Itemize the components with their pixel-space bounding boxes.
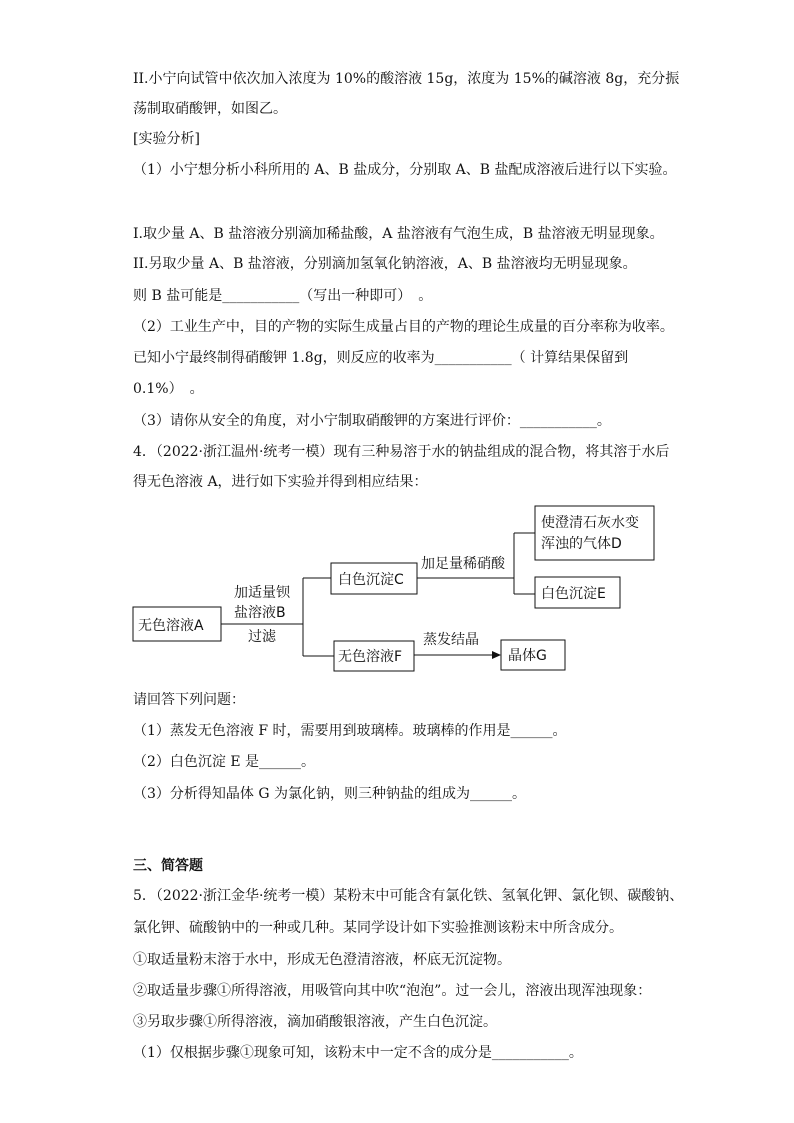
box-f-label: 无色溶液F (338, 649, 403, 665)
text-line: I.取少量 A、B 盐溶液分别滴加稀盐酸，A 盐溶液有气泡生成，B 盐溶液无明显现象。 (133, 226, 664, 242)
step-1: ①取适量粉末溶于水中，形成无色澄清溶液，杯底无沉淀物。 (133, 952, 511, 968)
arrow-head-icon (492, 651, 501, 659)
text-line: （1）仅根据步骤①现象可知，该粉末中一定不含的成分是___________。 (133, 1045, 583, 1061)
box-d-label: 使澄清石灰水变 (541, 515, 639, 531)
text-line: [实验分析] (133, 131, 200, 147)
reagent-b-label: 盐溶液B (234, 605, 286, 621)
text-line: （3）请你从安全的角度，对小宁制取硝酸钾的方案进行评价：___________。 (133, 413, 611, 429)
box-a-label: 无色溶液A (138, 618, 204, 634)
text-line: （1）小宁想分析小科所用的 A、B 盐成分，分别取 A、B 盐配成溶液后进行以下实验。 (133, 162, 677, 178)
box-solution-f (334, 641, 414, 671)
text-line: 得无色溶液 A，进行如下实验并得到相应结果： (133, 474, 428, 490)
question-5-text: 5．（2022·浙江金华·统考一模）某粉末中可能含有氯化铁、氢氧化钾、氯化钡、碳酸钠、 (133, 888, 684, 904)
step-2: ②取适量步骤①所得溶液，用吸管向其中吹“泡泡”。过一会儿，溶液出现浑浊现象： (133, 983, 652, 999)
box-crystal-g (501, 640, 565, 670)
box-gas-d (535, 506, 654, 560)
step-3: ③另取步骤①所得溶液，滴加硝酸银溶液，产生白色沉淀。 (133, 1014, 497, 1030)
reagent-b-label: 加适量钡 (234, 585, 290, 601)
text-line: 已知小宁最终制得硝酸钾 1.8g，则反应的收率为___________（ 计算结果保留到 (133, 350, 629, 366)
question-4-text: 4．（2022·浙江温州·统考一模）现有三种易溶于水的钠盐组成的混合物，将其溶于水后 (133, 444, 670, 460)
text-line: 请回答下列问题： (133, 692, 245, 708)
filter-label: 过滤 (248, 629, 276, 645)
box-e-label: 白色沉淀E (541, 586, 606, 602)
text-line: 则 B 盐可能是___________（写出一种即可） 。 (133, 288, 433, 304)
text-line: II.小宁向试管中依次加入浓度为 10%的酸溶液 15g，浓度为 15%的碱溶液 8g，充分振 (133, 71, 680, 87)
text-line: II.另取少量 A、B 盐溶液，分别滴加氢氧化钠溶液，A、B 盐溶液均无明显现象。 (133, 256, 637, 272)
text-line: （1）蒸发无色溶液 F 时，需要用到玻璃棒。玻璃棒的作用是______。 (133, 723, 567, 739)
text-line: 荡制取硝酸钾，如图乙。 (133, 101, 287, 117)
text-line: （3）分析得知晶体 G 为氯化钠，则三种钠盐的组成为______。 (133, 786, 526, 802)
section-heading: 三、简答题 (133, 858, 203, 874)
box-solution-a (133, 607, 221, 641)
box-precipitate-e (535, 577, 620, 608)
text-line: 氯化钾、硫酸钠中的一种或几种。某同学设计如下实验推测该粉末中所含成分。 (133, 920, 623, 936)
box-precipitate-c (331, 563, 417, 594)
box-g-label: 晶体G (508, 648, 547, 664)
evaporate-label: 蒸发结晶 (423, 632, 479, 648)
text-line: （2）白色沉淀 E 是______。 (133, 754, 316, 770)
text-line: 0.1%） 。 (133, 381, 204, 397)
box-c-label: 白色沉淀C (338, 572, 404, 588)
acid-label: 加足量稀硝酸 (421, 556, 505, 572)
text-line: （2）工业生产中，目的产物的实际生成量占目的产物的理论生成量的百分率称为收率。 (133, 319, 674, 335)
box-d-label: 浑浊的气体D (541, 536, 622, 552)
